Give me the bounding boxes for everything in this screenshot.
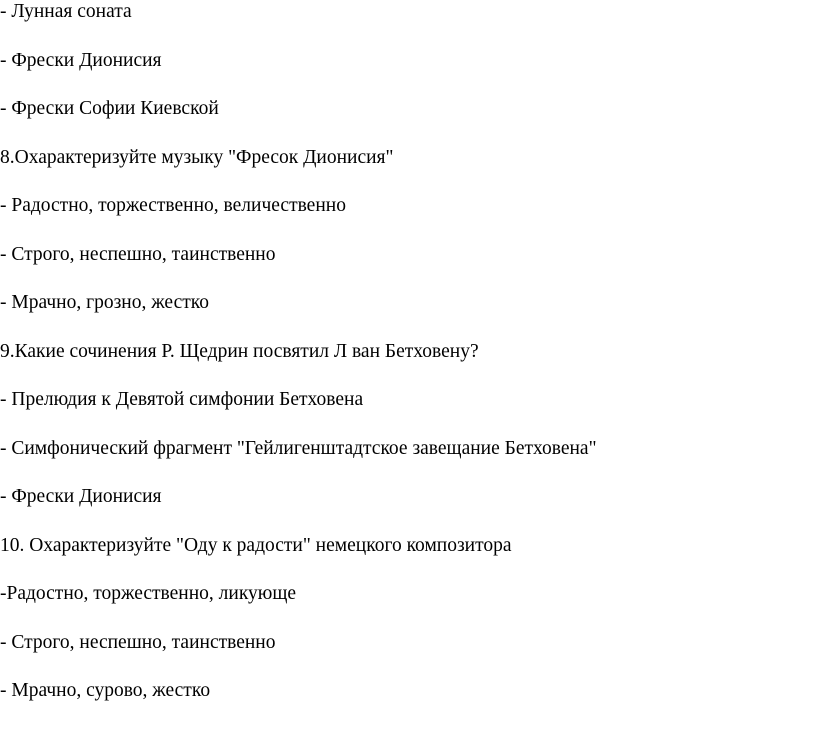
q10-option-1: -Радостно, торжественно, ликующе (0, 583, 297, 604)
q9-option-2: - Симфонический фрагмент "Гейлигенштадтское завещание Бетховена" (0, 438, 597, 459)
q10-option-2: - Строго, неспешно, таинственно (0, 632, 276, 653)
answer-option-dionisy-frescoes: - Фрески Дионисия (0, 50, 162, 71)
answer-option-moonlight-sonata: - Лунная соната (0, 1, 132, 22)
q8-option-1: - Радостно, торжественно, величественно (0, 195, 346, 216)
question-10: 10. Охарактеризуйте "Оду к радости" немецкого композитора (0, 535, 512, 556)
q9-option-3: - Фрески Дионисия (0, 486, 162, 507)
q8-option-2: - Строго, неспешно, таинственно (0, 244, 276, 265)
q8-option-3: - Мрачно, грозно, жестко (0, 292, 209, 313)
question-8: 8.Охарактеризуйте музыку "Фресок Дионисия" (0, 147, 394, 168)
q9-option-1: - Прелюдия к Девятой симфонии Бетховена (0, 389, 364, 410)
question-9: 9.Какие сочинения Р. Щедрин посвятил Л ван Бетховену? (0, 341, 479, 362)
q10-option-3: - Мрачно, сурово, жестко (0, 680, 211, 701)
answer-option-sophia-frescoes: - Фрески Софии Киевской (0, 98, 219, 119)
